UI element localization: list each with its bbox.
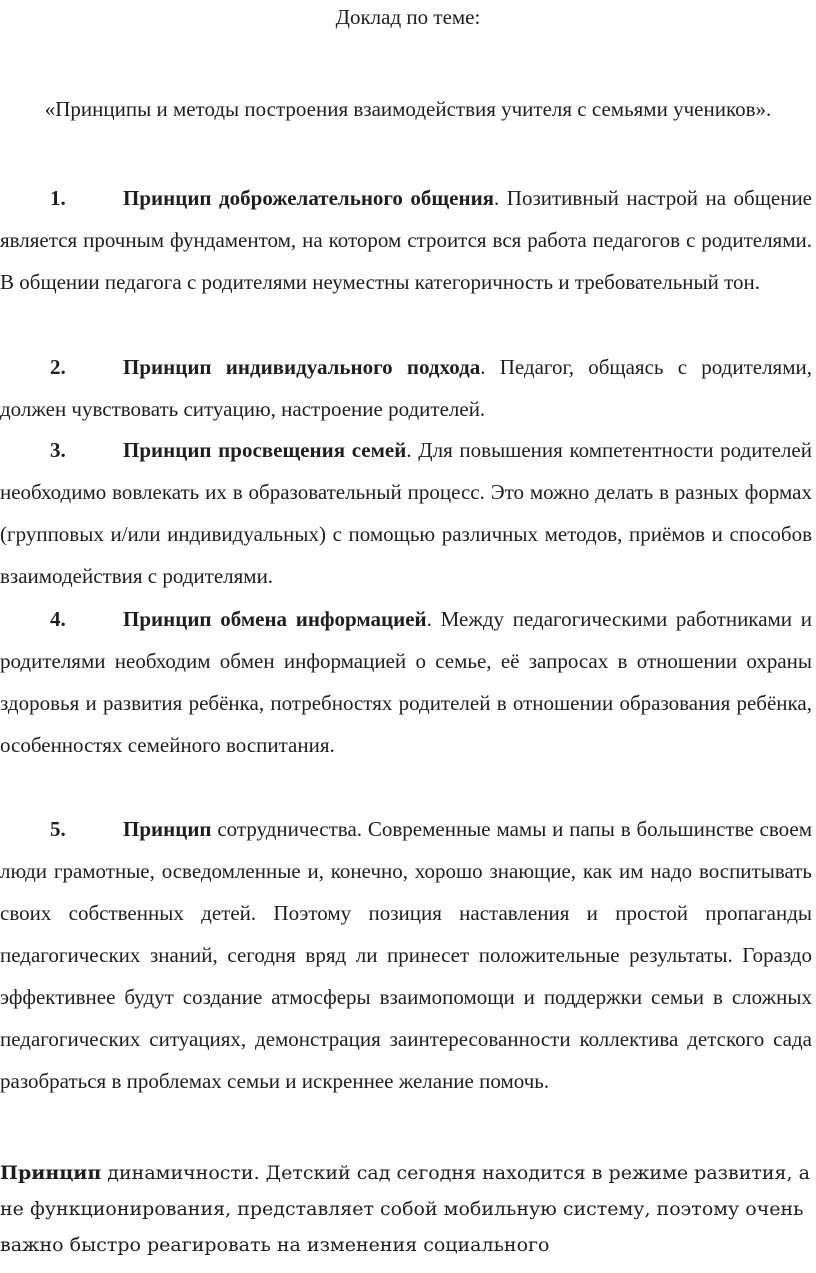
principle-heading: Принцип индивидуального подхода [123, 355, 481, 379]
principle-item [0, 598, 812, 766]
principle-text: . Позитивный настрой на общение является прочным фундаментом, на котором строится вся работа педагогов с родителями. В общении педагога с родителями неуместны категоричность и требовательный тон. [0, 186, 812, 294]
principle-text: . Педагог, общаясь с родителями, должен чувствовать ситуацию, настроение родителей. [0, 355, 812, 421]
principle-dynamism-paragraph [0, 1155, 812, 1263]
principle-text: динамичности. Детский сад сегодня находится в режиме развития, а не функционирования, представляет собой мобильную систему, поэтому очень важно быстро реагировать на изменения социального [0, 1162, 810, 1256]
principle-number: 5. [50, 817, 66, 841]
principle-text: сотрудничества. Современные мамы и папы в большинстве своем люди грамотные, осведомленные и, конечно, хорошо знающие, как им надо воспитывать своих собственных детей. Поэтому позиция наставления и простой пропаганды педагогических знаний, сегодня вряд ли принесет положительные результаты. Гораздо эффективнее будут создание атмосферы взаимопомощи и поддержки семьи в сложных педагогических ситуациях, демонстрация заинтересованности коллектива детского сада разобраться в проблемах семьи и искреннее желание помочь. [0, 817, 812, 1093]
principle-heading: Принцип просвещения семей [123, 438, 407, 462]
principle-text: . Между педагогическими работниками и родителями необходим обмен информацией о семье, её запросах в отношении охраны здоровья и развития ребёнка, потребностях родителей в отношении образования ребёнка, особенностях семейного воспитания. [0, 607, 813, 757]
principle-number: 3. [50, 438, 66, 462]
principle-item [0, 808, 812, 1102]
document-title-topic: «Принципы и методы построения взаимодействия учителя с семьями учеников». [44, 97, 772, 121]
principle-number: 2. [50, 355, 66, 379]
principle-item [0, 346, 812, 430]
principle-item [0, 429, 812, 597]
principle-number: 4. [50, 607, 66, 631]
principle-item [0, 177, 812, 303]
principle-number: 1. [50, 186, 66, 210]
document-title-line1: Доклад по теме: [335, 5, 481, 29]
principle-heading: Принцип обмена информацией [123, 607, 427, 631]
principle-heading: Принцип доброжелательного общения [123, 186, 495, 210]
principle-text: . Для повышения компетентности родителей необходимо вовлекать их в образовательный процесс. Это можно делать в разных формах (групповых и/или индивидуальных) с помощью различных методов, приёмов и способов взаимодействия с родителями. [0, 438, 812, 588]
principle-heading: Принцип [123, 817, 212, 841]
principle-heading: Принцип [0, 1162, 102, 1184]
